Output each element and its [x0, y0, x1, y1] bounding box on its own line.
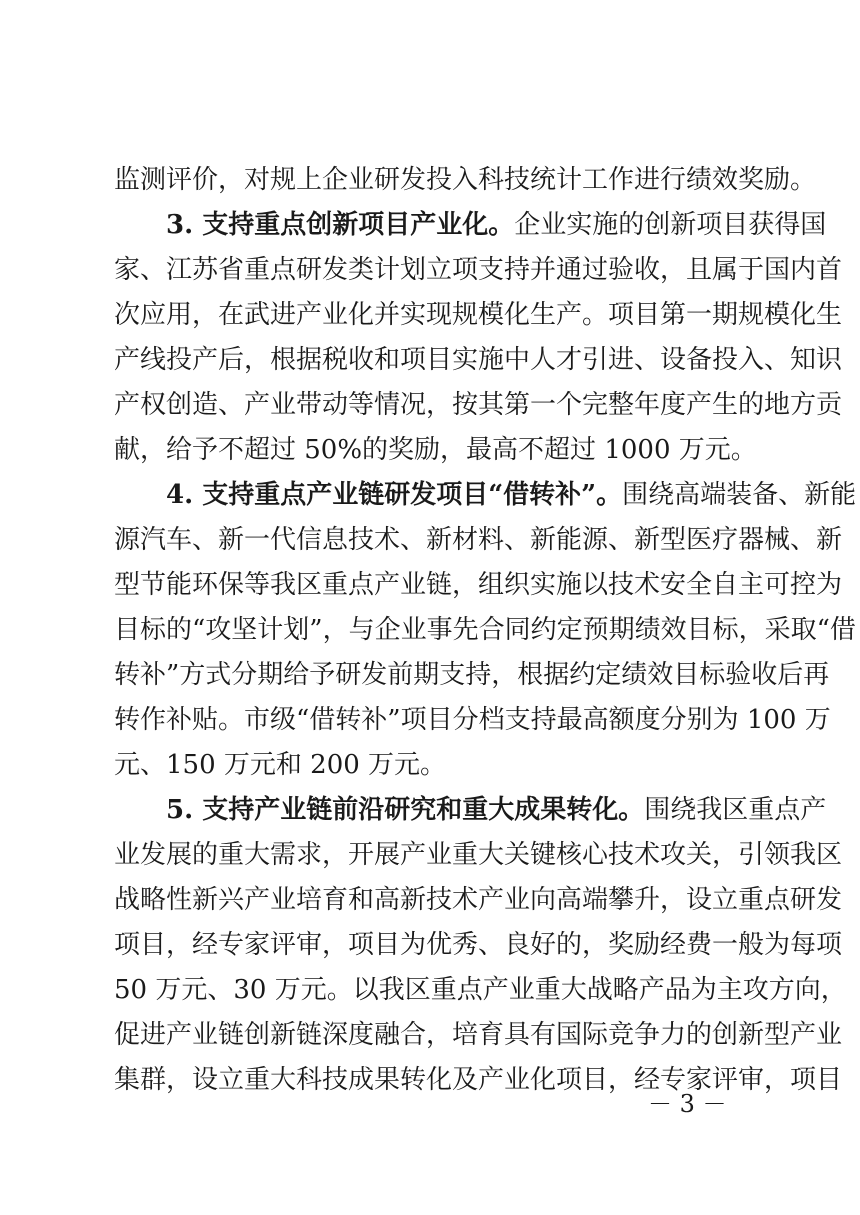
text-line-13 [114, 698, 831, 742]
line-text: 目标的“攻坚计划”，与企业事先合同约定预期绩效目标，采取“借 [114, 615, 856, 645]
section-heading-5: 5. 支持产业链前沿研究和重大成果转化。 [166, 795, 645, 825]
text-line-6 [114, 383, 843, 427]
text-line-18 [114, 923, 843, 967]
line-text: 50 万元、30 万元。以我区重点产业重大战略产品为主攻方向， [114, 975, 847, 1005]
text-line-19 [114, 968, 847, 1012]
text-line-7 [114, 428, 757, 472]
section-heading-3: 3. 支持重点创新项目产业化。 [166, 210, 515, 240]
text-line-9 [114, 518, 843, 562]
line-text: 次应用，在武进产业化并实现规模化生产。项目第一期规模化生 [114, 300, 843, 330]
text-line-8 [166, 473, 857, 517]
line-text: 项目，经专家评审，项目为优秀、良好的，奖励经费一般为每项 [114, 930, 843, 960]
line-text: 企业实施的创新项目获得国 [514, 210, 827, 240]
text-line-12 [114, 653, 830, 697]
text-line-5 [114, 338, 843, 382]
section-heading-4: 4. 支持重点产业链研发项目“借转补”。 [166, 480, 623, 510]
line-text: 集群，设立重大科技成果转化及产业化项目，经专家评审，项目 [114, 1065, 843, 1095]
line-text: 业发展的重大需求，开展产业重大关键核心技术攻关，引领我区 [114, 840, 843, 870]
line-text: 产线投产后，根据税收和项目实施中人才引进、设备投入、知识 [114, 345, 843, 375]
line-text: 战略性新兴产业培育和高新技术产业向高端攀升，设立重点研发 [114, 885, 843, 915]
text-line-14 [114, 743, 754, 787]
line-text: 促进产业链创新链深度融合，培育具有国际竞争力的创新型产业 [114, 1020, 843, 1050]
line-text: 围绕高端装备、新能 [622, 480, 857, 510]
line-text: 献，给予不超过 50%的奖励，最高不超过 1000 万元。 [114, 435, 757, 465]
text-line-17 [114, 878, 843, 922]
line-text: 元、150 万元和 200 万元。 [114, 750, 447, 780]
line-text: 监测评价，对规上企业研发投入科技统计工作进行绩效奖励。 [114, 165, 817, 195]
text-line-16 [114, 833, 843, 877]
text-line-1 [114, 158, 817, 202]
page-number: － 3 － [648, 1090, 727, 1118]
line-text: 源汽车、新一代信息技术、新材料、新能源、新型医疗器械、新 [114, 525, 843, 555]
line-text: 家、江苏省重点研发类计划立项支持并通过验收，且属于国内首 [114, 255, 843, 285]
text-line-3 [114, 248, 843, 292]
text-line-20 [114, 1013, 843, 1057]
text-line-11 [114, 608, 856, 652]
text-line-4 [114, 293, 843, 337]
line-text: 转作补贴。市级“借转补”项目分档支持最高额度分别为 100 万 [114, 705, 831, 735]
line-text: 产权创造、产业带动等情况，按其第一个完整年度产生的地方贡 [114, 390, 843, 420]
text-line-10 [114, 563, 843, 607]
line-text: 型节能环保等我区重点产业链，组织实施以技术安全自主可控为 [114, 570, 843, 600]
text-line-15 [166, 788, 827, 832]
line-text: 转补”方式分期给予研发前期支持，根据约定绩效目标验收后再 [114, 660, 830, 690]
line-text: 围绕我区重点产 [644, 795, 827, 825]
text-line-2 [166, 203, 827, 247]
